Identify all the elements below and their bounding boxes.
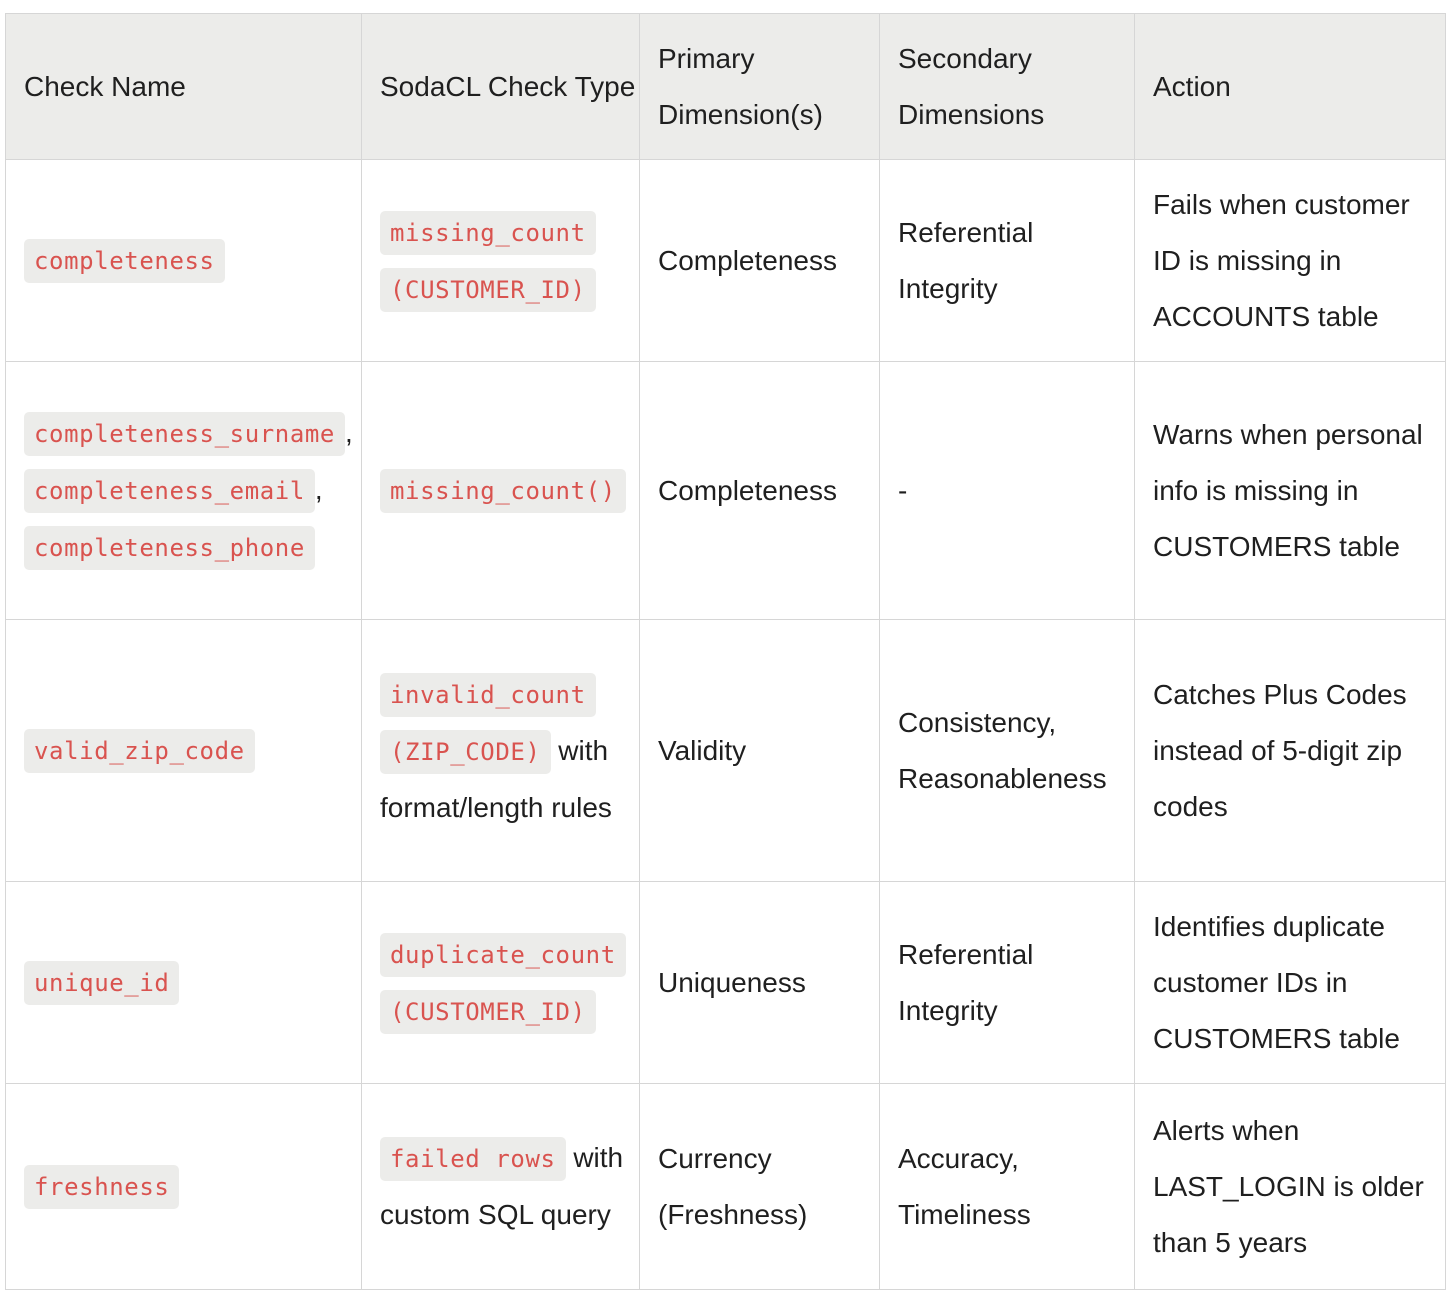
- check-name-cell: [6, 882, 362, 1084]
- check-type-code: invalid_count (ZIP_CODE): [380, 673, 596, 774]
- check-name-cell: [6, 160, 362, 362]
- primary-dimension-cell: Completeness: [640, 160, 880, 362]
- check-type-cell: [362, 362, 640, 620]
- check-type-cell: [362, 160, 640, 362]
- separator: ,: [344, 417, 353, 448]
- sodacl-checks-table: [5, 13, 1446, 1290]
- header-action: Action: [1135, 14, 1446, 160]
- secondary-dimension-cell: Consistency, Reasonableness: [880, 620, 1135, 882]
- header-check-name: Check Name: [6, 14, 362, 160]
- header-secondary-dimensions: Secondary Dimensions: [880, 14, 1135, 160]
- table-row: [6, 362, 1446, 620]
- check-name-cell: [6, 1084, 362, 1290]
- check-name-code: valid_zip_code: [24, 729, 255, 773]
- header-check-type: SodaCL Check Type: [362, 14, 640, 160]
- table-row: [6, 882, 1446, 1084]
- check-type-text: with custom SQL query: [380, 1142, 624, 1230]
- header-primary-dimensions: Primary Dimension(s): [640, 14, 880, 160]
- check-name-code: completeness_phone: [24, 526, 315, 570]
- check-name-code: completeness_surname: [24, 412, 345, 456]
- action-cell: Identifies duplicate customer IDs in CUSTOMERS table: [1135, 882, 1446, 1084]
- check-type-code: failed rows: [380, 1137, 566, 1181]
- check-type-cell: [362, 620, 640, 882]
- action-cell: Fails when customer ID is missing in ACCOUNTS table: [1135, 160, 1446, 362]
- check-type-cell: [362, 1084, 640, 1290]
- primary-dimension-cell: Validity: [640, 620, 880, 882]
- primary-dimension-cell: Uniqueness: [640, 882, 880, 1084]
- action-cell: Alerts when LAST_LOGIN is older than 5 years: [1135, 1084, 1446, 1290]
- secondary-dimension-cell: Referential Integrity: [880, 160, 1135, 362]
- check-name-cell: [6, 362, 362, 620]
- check-name-code: completeness_email: [24, 469, 315, 513]
- check-name-code: unique_id: [24, 961, 179, 1005]
- primary-dimension-cell: Currency (Freshness): [640, 1084, 880, 1290]
- check-name-code: completeness: [24, 239, 225, 283]
- secondary-dimension-cell: Referential Integrity: [880, 882, 1135, 1084]
- action-cell: Catches Plus Codes instead of 5-digit zip codes: [1135, 620, 1446, 882]
- check-type-text: with format/length rules: [380, 734, 612, 823]
- table-row: [6, 620, 1446, 882]
- separator: ,: [314, 474, 323, 505]
- check-name-code: freshness: [24, 1165, 179, 1209]
- check-type-code: missing_count (CUSTOMER_ID): [380, 211, 596, 312]
- check-type-cell: [362, 882, 640, 1084]
- check-type-code: duplicate_count (CUSTOMER_ID): [380, 933, 626, 1034]
- table-row: [6, 1084, 1446, 1290]
- primary-dimension-cell: Completeness: [640, 362, 880, 620]
- secondary-dimension-cell: -: [880, 362, 1135, 620]
- action-cell: Warns when personal info is missing in CUSTOMERS table: [1135, 362, 1446, 620]
- table-header-row: [6, 14, 1446, 160]
- check-type-code: missing_count(): [380, 469, 626, 513]
- secondary-dimension-cell: Accuracy, Timeliness: [880, 1084, 1135, 1290]
- check-name-cell: [6, 620, 362, 882]
- table-row: [6, 160, 1446, 362]
